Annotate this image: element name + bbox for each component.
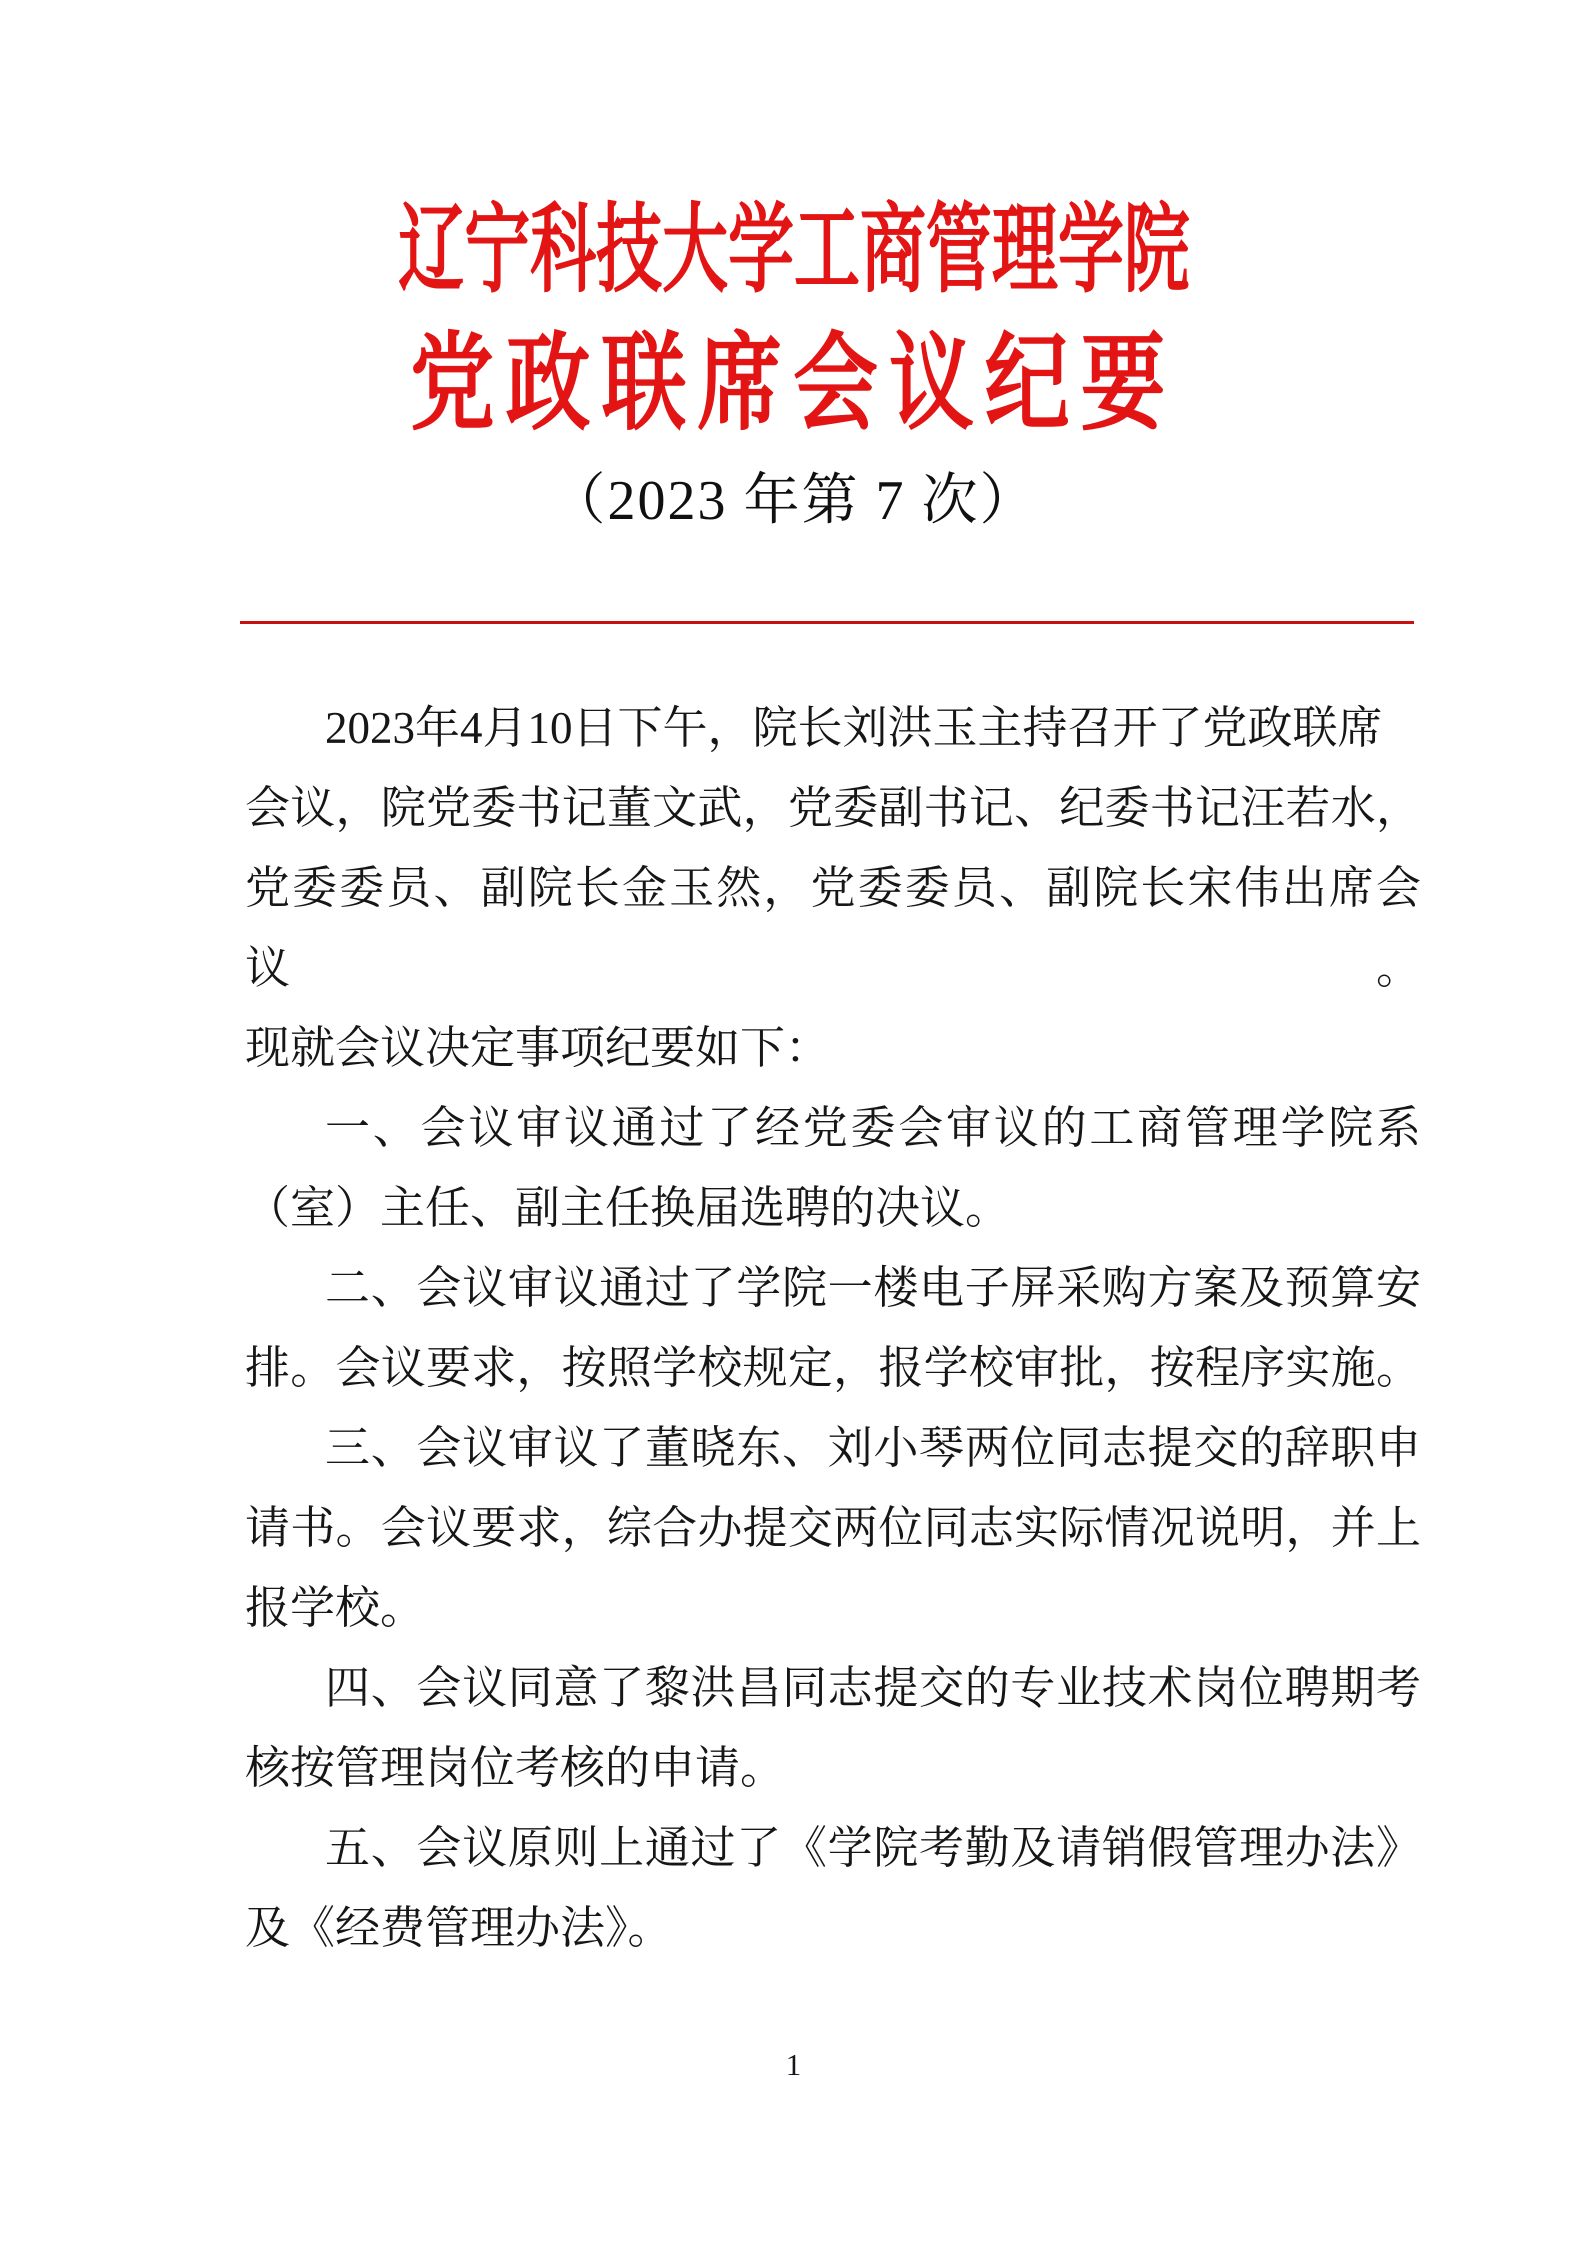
body-line: 报学校。 [245, 1583, 426, 1633]
red-divider-line [240, 621, 1414, 624]
document-title-row-2 [0, 327, 1587, 441]
document-title-row [0, 195, 1587, 304]
meeting-session-subtitle: （2023 年第 7 次） [549, 470, 1038, 532]
body-line: （室）主任、副主任换届选聘的决议。 [245, 1183, 1011, 1233]
body-line: 三、会议审议了董晓东、刘小琴两位同志提交的辞职申 [325, 1423, 1421, 1473]
document-title-institution: 辽宁科技大学工商管理学院 [397, 195, 1190, 304]
document-body [245, 688, 1421, 1968]
body-line: 二、会议审议通过了学院一楼电子屏采购方案及预算安 [325, 1263, 1421, 1313]
body-line: 会议，院党委书记董文武，党委副书记、纪委书记汪若水， [245, 783, 1421, 833]
document-title-meeting: 党政联席会议纪要 [410, 325, 1177, 443]
body-line: 2023年4月10日下午，院长刘洪玉主持召开了党政联席 [325, 703, 1383, 753]
body-line: 请书。会议要求，综合办提交两位同志实际情况说明，并上 [245, 1503, 1421, 1553]
body-line: 党委委员、副院长金玉然，党委委员、副院长宋伟出席会议。 [245, 863, 1421, 993]
page-number: 1 [785, 2047, 802, 2082]
body-line: 核按管理岗位考核的申请。 [245, 1743, 786, 1793]
body-line: 现就会议决定事项纪要如下： [245, 1023, 831, 1073]
body-line: 四、会议同意了黎洪昌同志提交的专业技术岗位聘期考 [325, 1663, 1421, 1713]
body-line: 五、会议原则上通过了《学院考勤及请销假管理办法》 [325, 1823, 1421, 1873]
body-line: 及《经费管理办法》。 [245, 1903, 673, 1953]
body-line: 排。会议要求，按照学校规定，报学校审批，按程序实施。 [245, 1343, 1421, 1393]
body-line: 一、会议审议通过了经党委会审议的工商管理学院系 [325, 1103, 1421, 1153]
